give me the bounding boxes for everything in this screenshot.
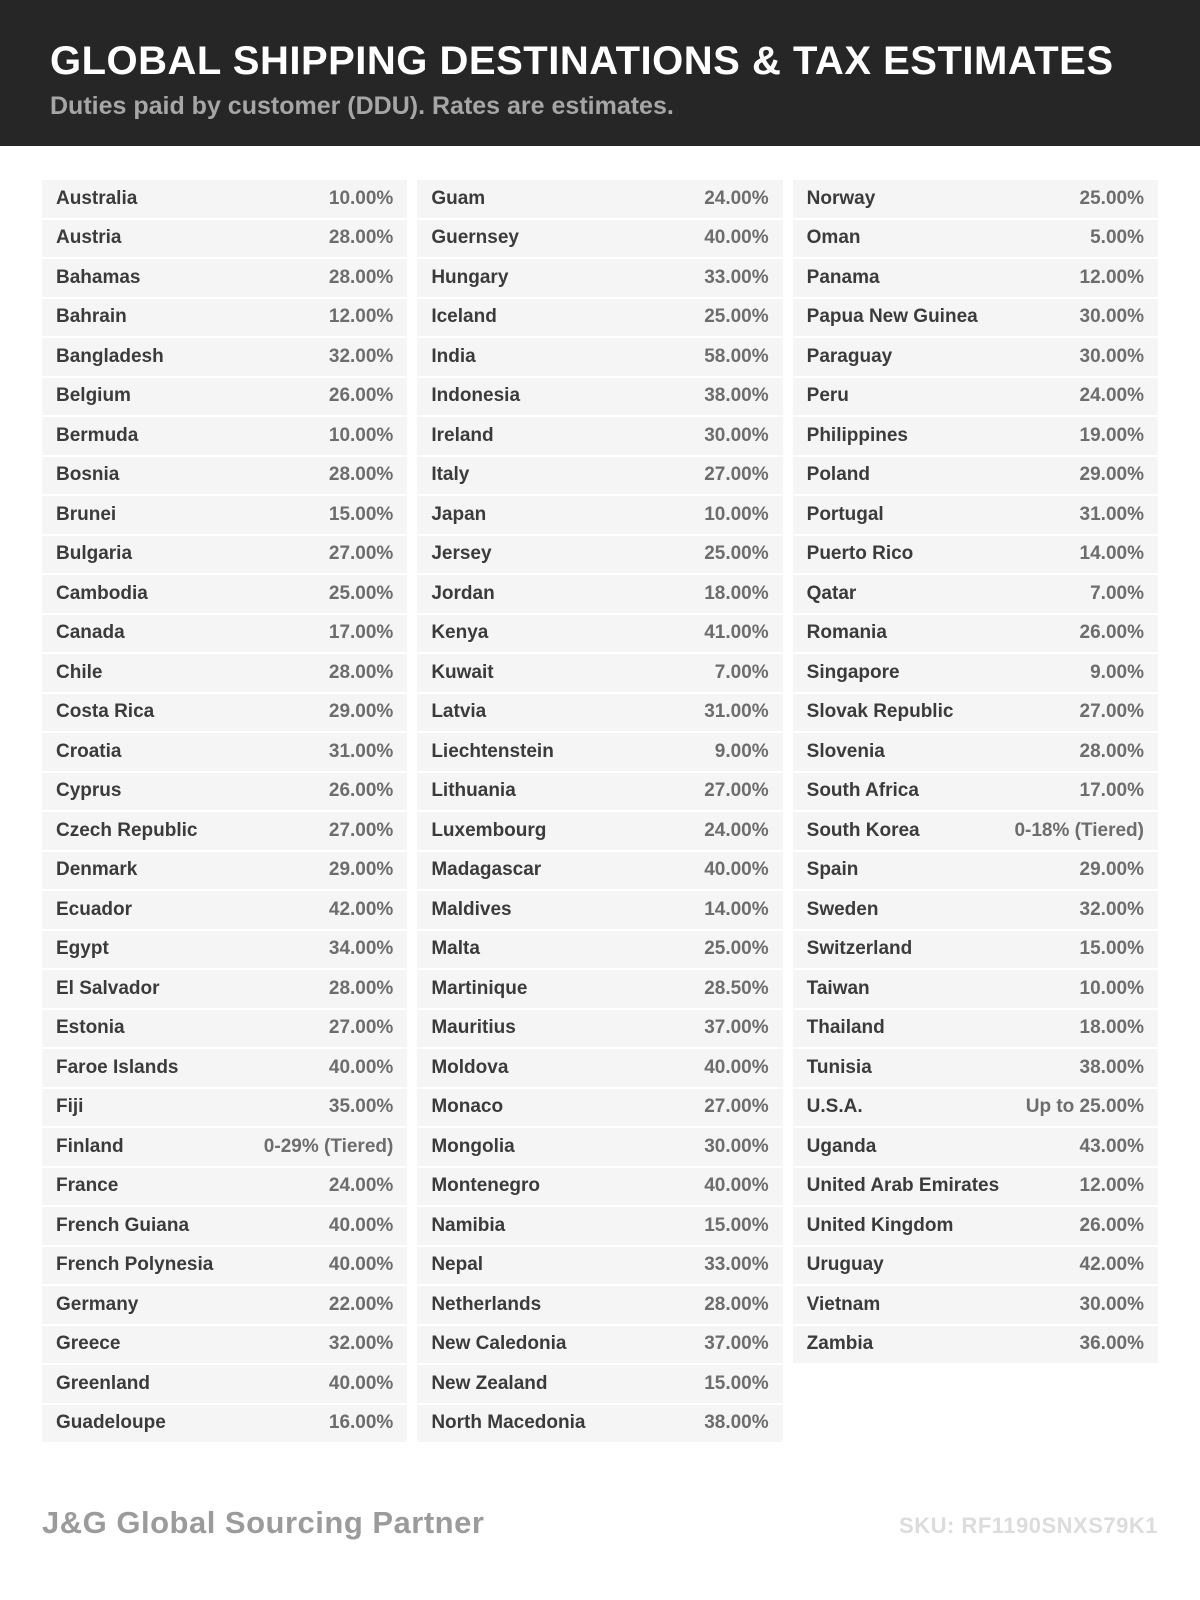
tax-rate-value: 9.00% bbox=[1090, 661, 1144, 683]
country-name: Guernsey bbox=[431, 227, 519, 249]
table-row bbox=[793, 615, 1158, 653]
tax-rate-value: 30.00% bbox=[704, 1135, 769, 1157]
country-name: New Caledonia bbox=[431, 1333, 567, 1355]
country-name: Ireland bbox=[431, 424, 494, 446]
tax-rate-value: 30.00% bbox=[704, 424, 769, 446]
country-name: Cambodia bbox=[56, 582, 148, 604]
country-name: Portugal bbox=[806, 503, 884, 525]
tax-rate-table bbox=[42, 180, 1158, 1442]
table-row bbox=[793, 773, 1158, 811]
country-name: Madagascar bbox=[431, 859, 542, 881]
table-row bbox=[417, 1326, 782, 1364]
table-row bbox=[417, 457, 782, 495]
country-name: Thailand bbox=[806, 1017, 885, 1039]
country-name: Norway bbox=[806, 187, 876, 209]
rate-column bbox=[42, 180, 407, 1442]
country-name: Greenland bbox=[56, 1372, 150, 1394]
table-row bbox=[42, 575, 407, 613]
country-name: Switzerland bbox=[806, 938, 913, 960]
country-name: Greece bbox=[56, 1333, 121, 1355]
table-row bbox=[417, 1405, 782, 1443]
country-name: United Kingdom bbox=[806, 1214, 954, 1236]
country-name: U.S.A. bbox=[806, 1096, 863, 1118]
table-row bbox=[417, 220, 782, 258]
tax-rate-value: 15.00% bbox=[704, 1214, 769, 1236]
country-name: Ecuador bbox=[56, 898, 133, 920]
country-name: Netherlands bbox=[431, 1293, 542, 1315]
tax-rate-value: 33.00% bbox=[704, 266, 769, 288]
table-row bbox=[793, 812, 1158, 850]
table-row bbox=[42, 220, 407, 258]
tax-rate-value: 40.00% bbox=[704, 1056, 769, 1078]
tax-rate-value: 28.00% bbox=[1079, 740, 1144, 762]
tax-rate-value: 15.00% bbox=[704, 1372, 769, 1394]
tax-rate-value: 14.00% bbox=[704, 898, 769, 920]
table-row bbox=[417, 694, 782, 732]
country-name: Moldova bbox=[431, 1056, 509, 1078]
country-name: Bulgaria bbox=[56, 543, 133, 565]
rate-column bbox=[793, 180, 1158, 1442]
table-row bbox=[42, 1010, 407, 1048]
tax-rate-value: 9.00% bbox=[714, 740, 769, 762]
table-row bbox=[417, 1049, 782, 1087]
tax-rate-value: 37.00% bbox=[704, 1333, 769, 1355]
country-name: South Korea bbox=[806, 819, 920, 841]
table-row bbox=[42, 1405, 407, 1443]
tax-rate-value: 15.00% bbox=[328, 503, 394, 525]
table-row bbox=[42, 1049, 407, 1087]
table-row bbox=[793, 970, 1158, 1008]
country-name: Fiji bbox=[56, 1096, 84, 1118]
tax-rate-value: 28.00% bbox=[328, 266, 394, 288]
tax-rate-value: 17.00% bbox=[1079, 780, 1144, 802]
country-name: Oman bbox=[806, 227, 861, 249]
tax-rate-value: 12.00% bbox=[328, 306, 394, 328]
table-row bbox=[793, 931, 1158, 969]
country-name: Mauritius bbox=[431, 1017, 516, 1039]
country-name: Indonesia bbox=[431, 385, 521, 407]
tax-rate-value: 10.00% bbox=[328, 187, 394, 209]
table-row bbox=[42, 417, 407, 455]
tax-rate-value: 40.00% bbox=[328, 1372, 394, 1394]
country-name: Brunei bbox=[56, 503, 117, 525]
table-row bbox=[793, 1168, 1158, 1206]
country-name: United Arab Emirates bbox=[806, 1175, 1000, 1197]
table-row bbox=[793, 1010, 1158, 1048]
country-name: Sweden bbox=[806, 898, 879, 920]
country-name: Mongolia bbox=[431, 1135, 515, 1157]
tax-rate-value: 32.00% bbox=[328, 345, 394, 367]
country-name: Slovak Republic bbox=[806, 701, 954, 723]
country-name: Kuwait bbox=[431, 661, 494, 683]
table-row bbox=[42, 1207, 407, 1245]
table-row bbox=[42, 496, 407, 534]
table-row bbox=[417, 299, 782, 337]
tax-rate-value: 38.00% bbox=[704, 385, 769, 407]
country-name: Papua New Guinea bbox=[806, 306, 978, 328]
table-row bbox=[42, 1326, 407, 1364]
country-name: Spain bbox=[806, 859, 859, 881]
tax-rate-value: 31.00% bbox=[328, 740, 394, 762]
table-row bbox=[793, 654, 1158, 692]
table-row bbox=[42, 338, 407, 376]
country-name: Monaco bbox=[431, 1096, 504, 1118]
tax-rate-value: 41.00% bbox=[704, 622, 769, 644]
table-row bbox=[793, 1049, 1158, 1087]
table-row bbox=[417, 1168, 782, 1206]
country-name: Chile bbox=[56, 661, 103, 683]
tax-rate-value: 10.00% bbox=[704, 503, 769, 525]
table-row bbox=[417, 812, 782, 850]
table-row bbox=[793, 299, 1158, 337]
tax-rate-value: 36.00% bbox=[1079, 1333, 1144, 1355]
tax-rate-value: Up to 25.00% bbox=[1025, 1096, 1144, 1118]
country-name: Philippines bbox=[806, 424, 909, 446]
country-name: Zambia bbox=[806, 1333, 874, 1355]
country-name: Poland bbox=[806, 464, 870, 486]
country-name: Cyprus bbox=[56, 780, 122, 802]
tax-rate-value: 38.00% bbox=[704, 1412, 769, 1434]
table-row bbox=[42, 812, 407, 850]
country-name: Germany bbox=[56, 1293, 139, 1315]
tax-rate-value: 27.00% bbox=[704, 464, 769, 486]
tax-rate-value: 26.00% bbox=[1079, 1214, 1144, 1236]
table-row bbox=[793, 180, 1158, 218]
tax-rate-value: 43.00% bbox=[1079, 1135, 1144, 1157]
table-row bbox=[42, 733, 407, 771]
country-name: Lithuania bbox=[431, 780, 516, 802]
table-row bbox=[417, 575, 782, 613]
table-row bbox=[793, 1286, 1158, 1324]
country-name: Belgium bbox=[56, 385, 131, 407]
table-row bbox=[42, 694, 407, 732]
table-row bbox=[42, 1365, 407, 1403]
country-name: French Guiana bbox=[56, 1214, 190, 1236]
table-row bbox=[42, 615, 407, 653]
tax-rate-value: 27.00% bbox=[328, 543, 394, 565]
country-name: Bahamas bbox=[56, 266, 141, 288]
country-name: Kenya bbox=[431, 622, 489, 644]
country-name: Puerto Rico bbox=[806, 543, 914, 565]
table-row bbox=[417, 496, 782, 534]
tax-rate-value: 24.00% bbox=[1079, 385, 1144, 407]
country-name: Bangladesh bbox=[56, 345, 164, 367]
country-name: Iceland bbox=[431, 306, 497, 328]
table-row bbox=[417, 536, 782, 574]
sku-label: SKU: RF1190SNXS79K1 bbox=[899, 1513, 1158, 1538]
tax-rate-value: 26.00% bbox=[328, 385, 394, 407]
tax-rate-value: 40.00% bbox=[704, 1175, 769, 1197]
country-name: Maldives bbox=[431, 898, 512, 920]
tax-rate-value: 42.00% bbox=[328, 898, 394, 920]
table-row bbox=[417, 891, 782, 929]
table-row bbox=[417, 180, 782, 218]
country-name: Nepal bbox=[431, 1254, 484, 1276]
tax-rate-value: 32.00% bbox=[1079, 898, 1144, 920]
tax-rate-value: 22.00% bbox=[328, 1293, 394, 1315]
table-row bbox=[793, 457, 1158, 495]
tax-rate-value: 29.00% bbox=[1079, 464, 1144, 486]
tax-rate-value: 28.00% bbox=[328, 464, 394, 486]
table-row bbox=[42, 852, 407, 890]
country-name: Vietnam bbox=[806, 1293, 881, 1315]
tax-rate-value: 24.00% bbox=[328, 1175, 394, 1197]
tax-rate-value: 40.00% bbox=[704, 859, 769, 881]
table-row bbox=[42, 180, 407, 218]
country-name: Peru bbox=[806, 385, 849, 407]
tax-rate-value: 40.00% bbox=[328, 1214, 394, 1236]
table-row bbox=[417, 1128, 782, 1166]
tax-rate-value: 14.00% bbox=[1079, 543, 1144, 565]
table-row bbox=[42, 299, 407, 337]
page-title: GLOBAL SHIPPING DESTINATIONS & TAX ESTIMATES bbox=[50, 39, 1114, 83]
country-name: Denmark bbox=[56, 859, 138, 881]
tax-rate-value: 27.00% bbox=[328, 1017, 394, 1039]
country-name: Canada bbox=[56, 622, 125, 644]
tax-rate-value: 30.00% bbox=[1079, 345, 1144, 367]
tax-rate-value: 28.00% bbox=[328, 227, 394, 249]
table-row bbox=[42, 931, 407, 969]
tax-rate-value: 19.00% bbox=[1079, 424, 1144, 446]
footer bbox=[42, 1505, 1158, 1541]
tax-rate-value: 12.00% bbox=[1079, 1175, 1144, 1197]
country-name: New Zealand bbox=[431, 1372, 548, 1394]
country-name: Taiwan bbox=[806, 977, 870, 999]
tax-rate-value: 37.00% bbox=[704, 1017, 769, 1039]
table-row bbox=[793, 338, 1158, 376]
tax-rate-value: 31.00% bbox=[1079, 503, 1144, 525]
tax-rate-value: 18.00% bbox=[1079, 1017, 1144, 1039]
country-name: Romania bbox=[806, 622, 887, 644]
page-subtitle: Duties paid by customer (DDU). Rates are estimates. bbox=[50, 92, 674, 120]
table-row bbox=[42, 457, 407, 495]
country-name: Latvia bbox=[431, 701, 487, 723]
table-row bbox=[417, 1286, 782, 1324]
tax-rate-value: 0-18% (Tiered) bbox=[1014, 819, 1144, 841]
tax-rate-value: 27.00% bbox=[704, 1096, 769, 1118]
table-row bbox=[417, 1247, 782, 1285]
table-row bbox=[793, 220, 1158, 258]
table-row bbox=[417, 417, 782, 455]
table-row bbox=[793, 694, 1158, 732]
header-banner bbox=[0, 0, 1200, 146]
table-row bbox=[417, 378, 782, 416]
country-name: Tunisia bbox=[806, 1056, 872, 1078]
tax-rate-value: 35.00% bbox=[328, 1096, 394, 1118]
tax-rate-value: 34.00% bbox=[328, 938, 394, 960]
tax-rate-value: 25.00% bbox=[704, 543, 769, 565]
table-row bbox=[42, 773, 407, 811]
tax-rate-value: 40.00% bbox=[328, 1056, 394, 1078]
table-row bbox=[417, 852, 782, 890]
tax-rate-value: 18.00% bbox=[704, 582, 769, 604]
country-name: Costa Rica bbox=[56, 701, 155, 723]
country-name: Austria bbox=[56, 227, 122, 249]
country-name: Paraguay bbox=[806, 345, 893, 367]
country-name: Finland bbox=[56, 1135, 124, 1157]
table-row bbox=[417, 1089, 782, 1127]
tax-rate-value: 0-29% (Tiered) bbox=[263, 1135, 394, 1157]
table-row bbox=[793, 378, 1158, 416]
country-name: India bbox=[431, 345, 476, 367]
country-name: Hungary bbox=[431, 266, 509, 288]
tax-rate-value: 25.00% bbox=[328, 582, 394, 604]
country-name: Faroe Islands bbox=[56, 1056, 179, 1078]
tax-rate-value: 31.00% bbox=[704, 701, 769, 723]
country-name: Luxembourg bbox=[431, 819, 547, 841]
country-name: Estonia bbox=[56, 1017, 125, 1039]
tax-rate-value: 7.00% bbox=[1090, 582, 1144, 604]
tax-rate-value: 17.00% bbox=[328, 622, 394, 644]
table-row bbox=[793, 891, 1158, 929]
country-name: Uruguay bbox=[806, 1254, 884, 1276]
table-row bbox=[417, 773, 782, 811]
country-name: South Africa bbox=[806, 780, 919, 802]
country-name: Jordan bbox=[431, 582, 495, 604]
tax-rate-value: 27.00% bbox=[1079, 701, 1144, 723]
table-row bbox=[793, 733, 1158, 771]
tax-rate-value: 10.00% bbox=[328, 424, 394, 446]
table-row bbox=[417, 654, 782, 692]
tax-rate-value: 28.00% bbox=[328, 977, 394, 999]
table-row bbox=[417, 931, 782, 969]
table-row bbox=[417, 970, 782, 1008]
country-name: North Macedonia bbox=[431, 1412, 586, 1434]
table-row bbox=[793, 417, 1158, 455]
country-name: El Salvador bbox=[56, 977, 160, 999]
table-row bbox=[793, 1207, 1158, 1245]
tax-rate-value: 30.00% bbox=[1079, 1293, 1144, 1315]
tax-rate-value: 26.00% bbox=[1079, 622, 1144, 644]
country-name: Croatia bbox=[56, 740, 122, 762]
country-name: Martinique bbox=[431, 977, 528, 999]
tax-rate-value: 16.00% bbox=[328, 1412, 394, 1434]
tax-rate-value: 40.00% bbox=[328, 1254, 394, 1276]
tax-rate-value: 25.00% bbox=[704, 306, 769, 328]
table-row bbox=[793, 496, 1158, 534]
table-row bbox=[793, 1128, 1158, 1166]
tax-rate-value: 29.00% bbox=[328, 859, 394, 881]
table-row bbox=[42, 536, 407, 574]
tax-rate-value: 28.00% bbox=[328, 661, 394, 683]
tax-rate-value: 28.50% bbox=[704, 977, 769, 999]
tax-rate-value: 12.00% bbox=[1079, 266, 1144, 288]
tax-rate-value: 10.00% bbox=[1079, 977, 1144, 999]
country-name: Liechtenstein bbox=[431, 740, 554, 762]
table-row bbox=[42, 1089, 407, 1127]
country-name: Bermuda bbox=[56, 424, 139, 446]
tax-rate-value: 5.00% bbox=[1090, 227, 1144, 249]
tax-rate-value: 29.00% bbox=[328, 701, 394, 723]
table-row bbox=[42, 1168, 407, 1206]
tax-rate-value: 15.00% bbox=[1079, 938, 1144, 960]
tax-rate-value: 25.00% bbox=[1079, 187, 1144, 209]
tax-rate-value: 29.00% bbox=[1079, 859, 1144, 881]
table-row bbox=[42, 654, 407, 692]
country-name: Egypt bbox=[56, 938, 109, 960]
tax-rate-value: 42.00% bbox=[1079, 1254, 1144, 1276]
table-row bbox=[793, 852, 1158, 890]
table-row bbox=[793, 259, 1158, 297]
country-name: Panama bbox=[806, 266, 880, 288]
tax-rate-value: 33.00% bbox=[704, 1254, 769, 1276]
tax-rate-value: 26.00% bbox=[328, 780, 394, 802]
table-row bbox=[417, 615, 782, 653]
table-row bbox=[793, 1326, 1158, 1364]
country-name: Qatar bbox=[806, 582, 857, 604]
country-name: Namibia bbox=[431, 1214, 506, 1236]
table-row bbox=[417, 259, 782, 297]
country-name: Malta bbox=[431, 938, 480, 960]
country-name: Uganda bbox=[806, 1135, 877, 1157]
tax-rate-value: 27.00% bbox=[704, 780, 769, 802]
country-name: Jersey bbox=[431, 543, 492, 565]
tax-rate-value: 7.00% bbox=[714, 661, 769, 683]
table-row bbox=[42, 1286, 407, 1324]
table-row bbox=[42, 259, 407, 297]
brand-name: J&G Global Sourcing Partner bbox=[42, 1505, 485, 1540]
tax-rate-value: 30.00% bbox=[1079, 306, 1144, 328]
tax-rate-value: 27.00% bbox=[328, 819, 394, 841]
country-name: Slovenia bbox=[806, 740, 885, 762]
country-name: Guam bbox=[431, 187, 486, 209]
country-name: Bahrain bbox=[56, 306, 127, 328]
table-row bbox=[417, 1010, 782, 1048]
table-row bbox=[793, 536, 1158, 574]
country-name: French Polynesia bbox=[56, 1254, 214, 1276]
country-name: Guadeloupe bbox=[56, 1412, 166, 1434]
table-row bbox=[793, 1247, 1158, 1285]
table-row bbox=[417, 733, 782, 771]
table-row bbox=[793, 1089, 1158, 1127]
table-row bbox=[793, 575, 1158, 613]
country-name: Montenegro bbox=[431, 1175, 541, 1197]
table-row bbox=[417, 338, 782, 376]
tax-rate-value: 38.00% bbox=[1079, 1056, 1144, 1078]
tax-rate-value: 24.00% bbox=[704, 819, 769, 841]
country-name: France bbox=[56, 1175, 119, 1197]
tax-rate-value: 32.00% bbox=[328, 1333, 394, 1355]
table-row bbox=[417, 1365, 782, 1403]
rate-column bbox=[417, 180, 782, 1442]
country-name: Bosnia bbox=[56, 464, 120, 486]
table-row bbox=[42, 1128, 407, 1166]
country-name: Italy bbox=[431, 464, 470, 486]
tax-rate-value: 24.00% bbox=[704, 187, 769, 209]
table-row bbox=[417, 1207, 782, 1245]
country-name: Australia bbox=[56, 187, 138, 209]
tax-rate-value: 25.00% bbox=[704, 938, 769, 960]
tax-rate-value: 28.00% bbox=[704, 1293, 769, 1315]
country-name: Singapore bbox=[806, 661, 900, 683]
country-name: Czech Republic bbox=[56, 819, 198, 841]
tax-rate-value: 40.00% bbox=[704, 227, 769, 249]
country-name: Japan bbox=[431, 503, 487, 525]
table-row bbox=[42, 891, 407, 929]
tax-rate-value: 58.00% bbox=[704, 345, 769, 367]
table-row bbox=[42, 970, 407, 1008]
table-row bbox=[42, 1247, 407, 1285]
table-row bbox=[42, 378, 407, 416]
